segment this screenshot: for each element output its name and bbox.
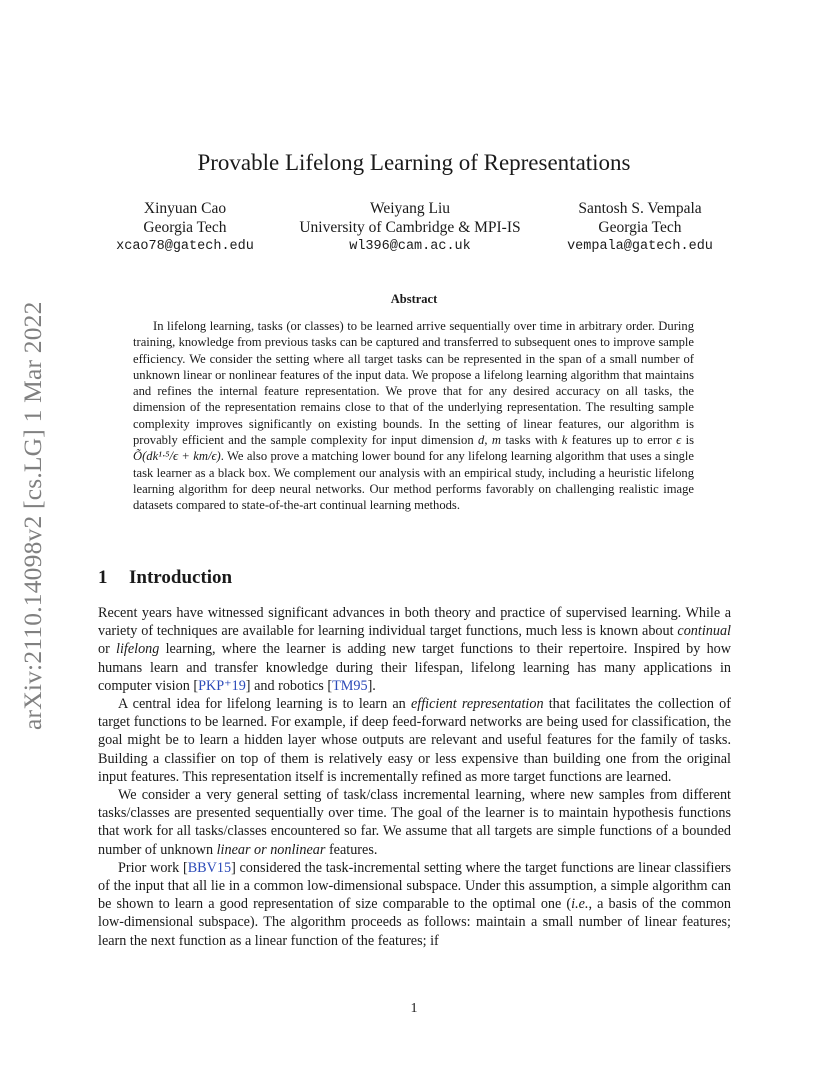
author-affiliation: Georgia Tech xyxy=(143,219,227,236)
abstract-segment: is xyxy=(681,433,694,448)
text-segment: that facilitates the collection of target functions to be learned. For example, if deep feed-forward networks are being used for classification, the goal might be to learn a hidden layer whose outputs are relevant and useful features for the family of tasks. Building a classifier on top of them is relatively easy or less expensive than building one from the original input features. This representation itself is incrementally refined as more target functions are learned. xyxy=(98,696,731,785)
author-email: xcao78@gatech.edu xyxy=(116,239,254,254)
abstract-segment: features up to error xyxy=(567,433,677,448)
paper-title: Provable Lifelong Learning of Representations xyxy=(197,150,631,175)
author-1 xyxy=(100,199,270,256)
abstract-segment: tasks with xyxy=(501,433,562,448)
author-3 xyxy=(560,199,720,256)
author-email: vempala@gatech.edu xyxy=(567,239,713,254)
section-heading xyxy=(98,567,232,589)
paragraph xyxy=(98,604,731,695)
arxiv-identifier-text: arXiv:2110.14098v2 [cs.LG] 1 Mar 2022 xyxy=(18,301,47,730)
text-segment: ]. xyxy=(367,677,376,694)
section-body xyxy=(98,604,731,950)
emphasis: efficient representation xyxy=(410,696,544,713)
abstract-text xyxy=(133,318,694,514)
math-symbol: d xyxy=(478,433,485,448)
text-segment: A central idea for lifelong learning is to learn an xyxy=(118,696,411,713)
math-symbol: m xyxy=(491,433,502,448)
abstract-segment: , xyxy=(484,433,492,448)
citation-link[interactable]: BBV15 xyxy=(187,859,232,876)
text-segment: ] and robotics [ xyxy=(245,677,333,694)
text-segment: Recent years have witnessed significant advances in both theory and practice of supervised learning. While a variety of techniques are available for learning individual target functions, much less is known about xyxy=(98,605,731,640)
abstract-heading: Abstract xyxy=(390,292,438,306)
math-expression: Õ(dk¹·⁵/ϵ + km/ϵ) xyxy=(133,449,221,464)
abstract-segment: . We also prove a matching lower bound for any lifelong learning algorithm that uses a single task learner as a black box. We complement our analysis with an empirical study, including a heuristic lifelong learning algorithm for deep neural networks. Our method performs favorably on challenging realistic image datasets compared to state-of-the-art continual learning methods. xyxy=(133,449,694,513)
citation-link[interactable]: PKP⁺19 xyxy=(198,677,246,694)
text-segment: We consider a very general setting of task/class incremental learning, where new samples from different tasks/classes are presented sequentially over time. The goal of the learner is to maintain hypothesis functions that work for all tasks/classes encountered so far. We assume that all targets are simple functions of a bounded number of unknown xyxy=(98,787,731,858)
emphasis: continual xyxy=(677,623,731,640)
author-name: Santosh S. Vempala xyxy=(578,200,702,217)
author-affiliation: Georgia Tech xyxy=(598,219,682,236)
text-segment: ] considered the task-incremental setting where the target functions are linear classifiers of the input that all lie in a common low-dimensional subspace. Under this assumption, a simple algorithm can be shown to learn a good representation of size comparable to the optimal one ( xyxy=(98,859,731,913)
page-number: 1 xyxy=(410,1001,418,1016)
arxiv-identifier xyxy=(14,290,50,730)
author-block xyxy=(0,199,828,259)
math-symbol: k xyxy=(561,433,568,448)
paragraph xyxy=(98,786,731,859)
text-segment: features. xyxy=(325,841,378,858)
math-symbol: ϵ xyxy=(676,433,682,448)
author-name: Xinyuan Cao xyxy=(143,200,227,217)
emphasis: linear or nonlinear xyxy=(216,841,326,858)
author-2 xyxy=(280,199,540,256)
author-affiliation: University of Cambridge & MPI-IS xyxy=(299,219,521,236)
author-name: Weiyang Liu xyxy=(369,200,451,217)
section-number: 1 xyxy=(98,567,108,588)
emphasis: i.e. xyxy=(571,896,589,913)
citation-link[interactable]: TM95 xyxy=(332,677,368,694)
text-segment: or xyxy=(98,641,117,658)
author-email: wl396@cam.ac.uk xyxy=(349,239,471,254)
text-segment: , a basis of the common low-dimensional subspace). The algorithm proceeds as follows: maintain a small number of linear features; learn the next function as a linear function of the features; if xyxy=(98,896,731,949)
text-segment: Prior work [ xyxy=(118,859,188,876)
text-segment: learning, where the learner is adding new target functions to their repertoire. Inspired by how humans learn and transfer knowledge during their lifespan, lifelong learning has many applications in computer vision [ xyxy=(98,641,731,694)
paragraph xyxy=(98,695,731,786)
abstract-segment: In lifelong learning, tasks (or classes) to be learned arrive sequentially over time in arbitrary order. During training, knowledge from previous tasks can be captured and transferred to subsequent ones to improve sample efficiency. We consider the setting where all target tasks can be represented in the span of a small number of unknown linear or nonlinear features of the input data. We propose a lifelong learning algorithm that maintains and refines the internal feature representation. We prove that for any desired accuracy on all tasks, the dimension of the representation remains close to that of the underlying representation. The resulting sample complexity improves significantly on existing bounds. In the setting of linear features, our algorithm is provably efficient and the sample complexity for input dimension xyxy=(133,319,694,448)
section-title: Introduction xyxy=(129,567,233,588)
paragraph xyxy=(98,859,731,950)
emphasis: lifelong xyxy=(116,641,160,658)
